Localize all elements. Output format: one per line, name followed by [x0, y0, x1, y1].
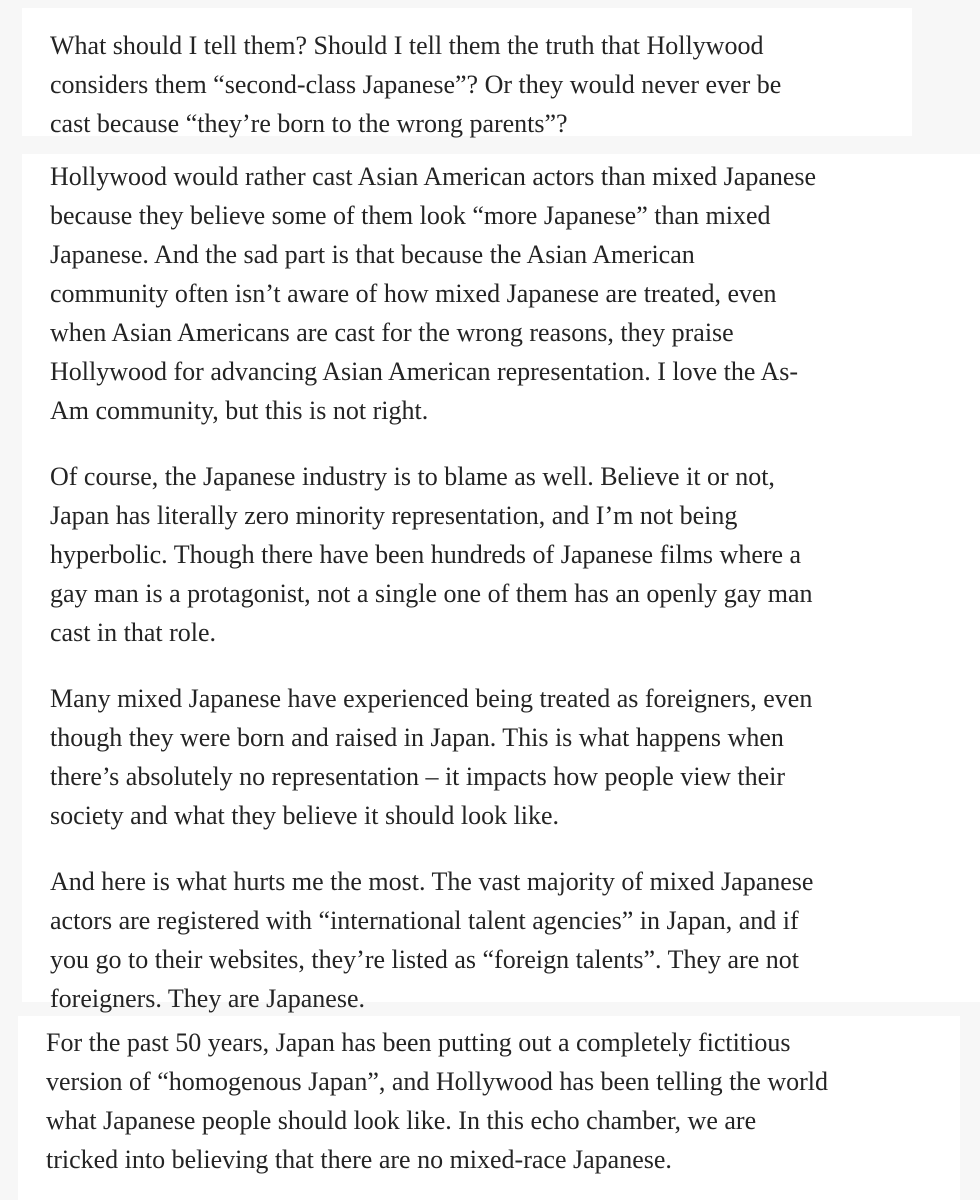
text-line: For the past 50 years, Japan has been putting out a completely fictitious — [46, 1028, 791, 1057]
text-line: actors are registered with “international talent agencies” in Japan, and if — [50, 906, 799, 935]
text-line: though they were born and raised in Japan. This is what happens when — [50, 723, 784, 752]
paragraph-2 — [50, 157, 980, 430]
text-line: Japan has literally zero minority representation, and I’m not being — [50, 501, 738, 530]
text-line: What should I tell them? Should I tell them the truth that Hollywood — [50, 31, 764, 60]
text-line: Hollywood would rather cast Asian American actors than mixed Japanese — [50, 162, 817, 191]
text-line: cast because “they’re born to the wrong parents”? — [50, 109, 568, 138]
text-line: And here is what hurts me the most. The vast majority of mixed Japanese — [50, 867, 814, 896]
paragraph-1 — [50, 26, 912, 143]
text-panel-middle — [22, 154, 980, 1013]
text-line: because they believe some of them look “more Japanese” than mixed — [50, 201, 771, 230]
text-line: tricked into believing that there are no mixed-race Japanese. — [46, 1145, 672, 1174]
text-panel-top — [22, 8, 912, 136]
text-line: Japanese. And the sad part is that because the Asian American — [50, 240, 695, 269]
paragraph-6 — [46, 1023, 960, 1179]
text-line: you go to their websites, they’re listed as “foreign talents”. They are not — [50, 945, 799, 974]
text-line: gay man is a protagonist, not a single one of them has an openly gay man — [50, 579, 813, 608]
text-line: foreigners. They are Japanese. — [50, 984, 365, 1013]
text-line: society and what they believe it should look like. — [50, 801, 560, 830]
text-line: hyperbolic. Though there have been hundreds of Japanese films where a — [50, 540, 802, 569]
paragraph-4 — [50, 679, 980, 835]
paragraph-3 — [50, 457, 980, 652]
text-panel-bottom — [18, 1016, 960, 1200]
paragraph-5 — [50, 862, 980, 1018]
text-line: community often isn’t aware of how mixed Japanese are treated, even — [50, 279, 777, 308]
text-line: version of “homogenous Japan”, and Hollywood has been telling the world — [46, 1067, 828, 1096]
text-line: when Asian Americans are cast for the wrong reasons, they praise — [50, 318, 734, 347]
text-line: Of course, the Japanese industry is to blame as well. Believe it or not, — [50, 462, 775, 491]
text-line: Am community, but this is not right. — [50, 396, 429, 425]
text-line: Many mixed Japanese have experienced being treated as foreigners, even — [50, 684, 813, 713]
text-line: cast in that role. — [50, 618, 217, 647]
text-line: considers them “second-class Japanese”? Or they would never ever be — [50, 70, 782, 99]
text-line: what Japanese people should look like. In this echo chamber, we are — [46, 1106, 757, 1135]
text-line: there’s absolutely no representation – it impacts how people view their — [50, 762, 786, 791]
text-line: Hollywood for advancing Asian American representation. I love the As- — [50, 357, 799, 386]
